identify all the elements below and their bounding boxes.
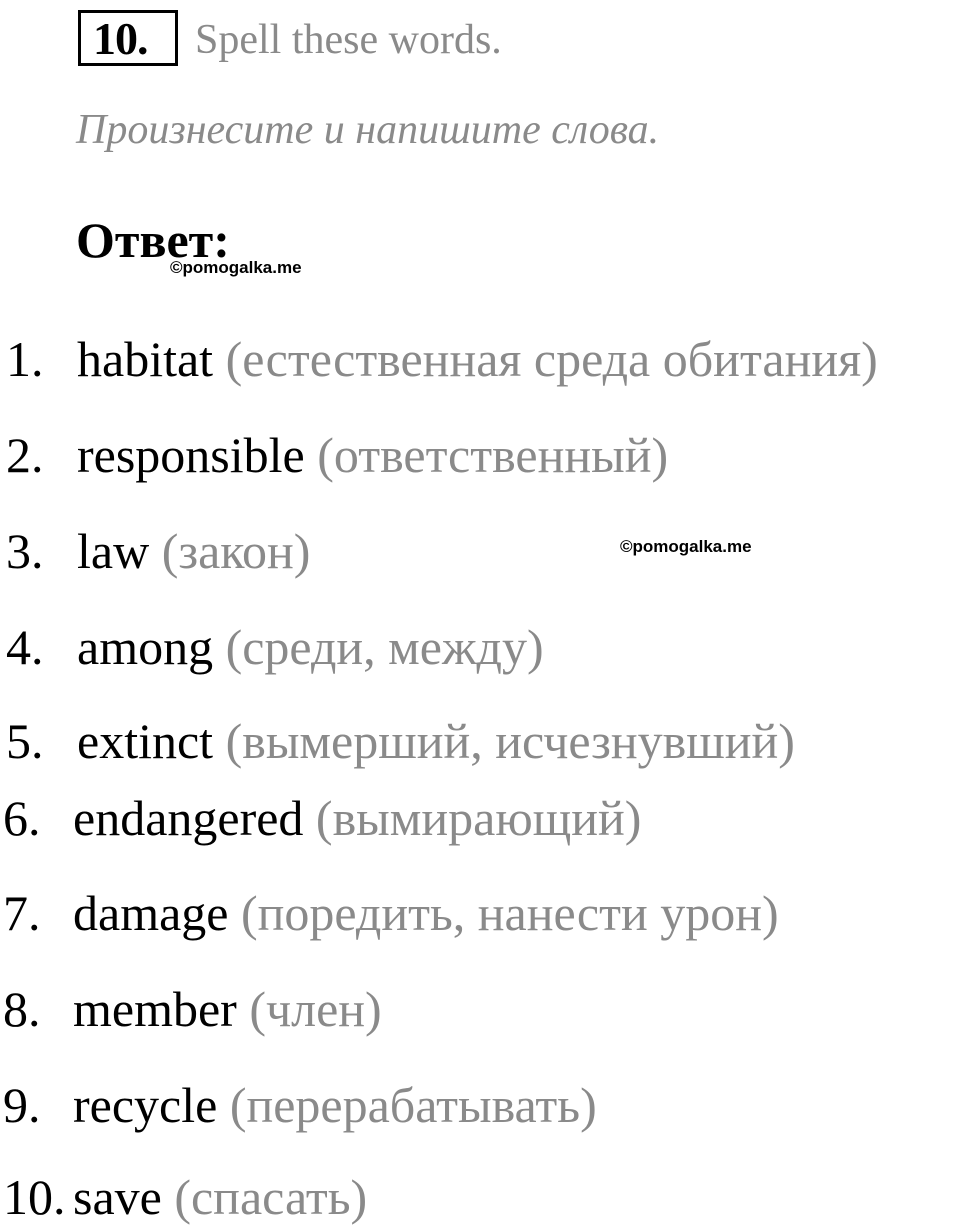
task-title: Spell these words. <box>195 17 502 63</box>
watermark: ©pomogalka.me <box>170 258 302 277</box>
item-number: 8. <box>3 981 41 1037</box>
item-number: 4. <box>6 619 44 675</box>
item-number: 2. <box>6 427 44 483</box>
item-translation: (член) <box>249 981 382 1037</box>
item-translation: (закон) <box>161 523 311 579</box>
item-word: among <box>77 619 214 675</box>
item-number: 9. <box>3 1077 41 1133</box>
item-number: 10. <box>3 1169 66 1225</box>
item-word: member <box>73 981 237 1037</box>
item-body <box>77 516 310 586</box>
item-body <box>77 706 795 776</box>
item-number: 6. <box>3 790 41 846</box>
item-word: endangered <box>73 790 304 846</box>
item-translation: (вымирающий) <box>315 790 642 846</box>
item-number: 3. <box>6 523 44 579</box>
item-number: 5. <box>6 713 44 769</box>
item-body <box>77 420 668 490</box>
item-word: save <box>73 1169 162 1225</box>
task-number: 10. <box>93 13 148 64</box>
item-number: 1. <box>6 331 44 387</box>
item-body <box>77 612 544 682</box>
item-translation: (перерабатывать) <box>229 1077 597 1133</box>
item-word: damage <box>73 885 229 941</box>
item-word: habitat <box>77 331 214 387</box>
item-word: law <box>77 523 150 579</box>
item-body <box>73 783 641 853</box>
item-number: 7. <box>3 885 41 941</box>
item-body <box>73 1070 597 1140</box>
watermark: ©pomogalka.me <box>620 537 752 556</box>
item-body <box>73 1162 367 1232</box>
item-word: extinct <box>77 713 214 769</box>
answer-heading: Ответ: <box>76 212 230 268</box>
task-number-box <box>78 10 178 66</box>
item-word: recycle <box>73 1077 218 1133</box>
task-subtitle: Произнесите и напишите слова. <box>76 107 660 153</box>
item-body <box>73 974 382 1044</box>
item-translation: (спасать) <box>174 1169 368 1225</box>
item-word: responsible <box>77 427 305 483</box>
item-translation: (среди, между) <box>225 619 544 675</box>
item-translation: (естественная среда обитания) <box>225 331 878 387</box>
item-translation: (поредить, нанести урон) <box>240 885 779 941</box>
item-body <box>73 878 779 948</box>
item-body <box>77 324 878 394</box>
item-translation: (вымерший, исчезнувший) <box>225 713 795 769</box>
item-translation: (ответственный) <box>317 427 669 483</box>
